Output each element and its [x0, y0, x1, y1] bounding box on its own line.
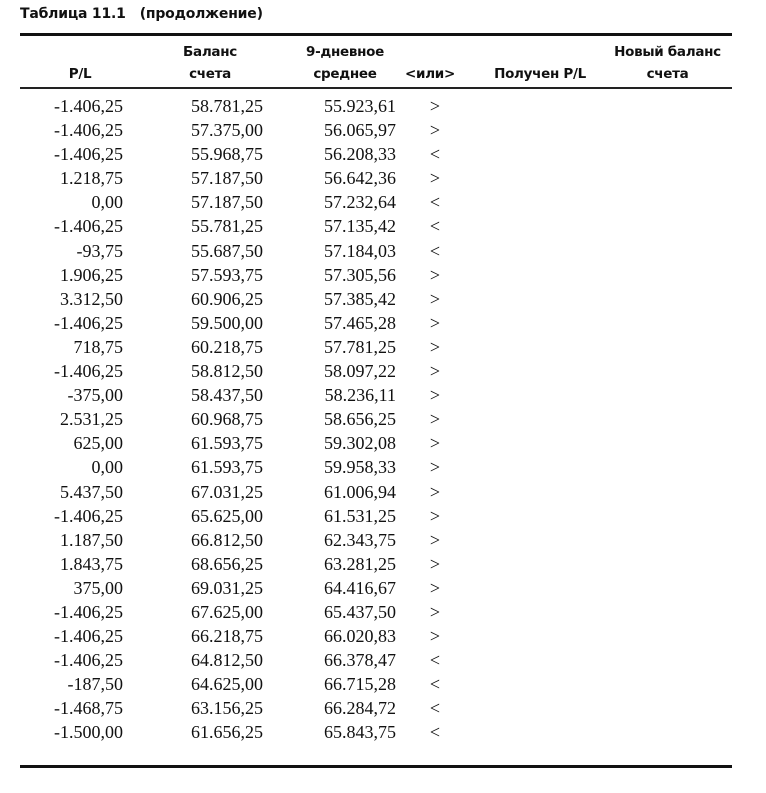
cell-balance: 61.593,75: [191, 457, 263, 478]
cell-9day-average: 55.923,61: [324, 96, 396, 116]
cell-comparison: <: [429, 698, 441, 719]
header-received-pl: [485, 63, 595, 85]
cell-balance: 64.812,50: [191, 650, 263, 671]
table-row: [0, 504, 766, 528]
cell-pl: -1.500,00: [54, 722, 123, 743]
cell-comparison: <: [429, 674, 441, 695]
header-9day-average: [290, 41, 400, 85]
cell-pl: -1.406,25: [54, 361, 123, 382]
cell-balance: 68.656,25: [191, 553, 263, 574]
table-row: [0, 552, 766, 576]
table-row: [0, 335, 766, 359]
cell-balance: 64.625,00: [191, 674, 263, 695]
cell-pl: -1.406,25: [54, 312, 123, 333]
cell-9day-average: 57.781,25: [324, 336, 396, 357]
cell-pl: 1.218,75: [60, 168, 123, 189]
header-pl-label: P/L: [68, 66, 92, 82]
table-title: Таблица 11.1: [20, 6, 126, 22]
table-row: [0, 359, 766, 383]
table-row: [0, 142, 766, 166]
table-row: [0, 672, 766, 696]
bottom-rule: [20, 765, 732, 768]
cell-pl: -1.406,25: [54, 96, 123, 116]
cell-9day-average: 58.656,25: [324, 409, 396, 430]
cell-9day-average: 57.465,28: [324, 312, 396, 333]
header-or: [400, 63, 460, 85]
table-row: [0, 696, 766, 720]
table-row: [0, 214, 766, 238]
cell-9day-average: 61.531,25: [324, 505, 396, 526]
cell-pl: -1.406,25: [54, 216, 123, 237]
header-received-pl-label: Получен P/L: [494, 66, 586, 82]
cell-balance: 69.031,25: [191, 577, 263, 598]
cell-pl: -1.406,25: [54, 626, 123, 647]
header-new-balance-line1: Новый баланс: [614, 44, 721, 60]
cell-9day-average: 56.208,33: [324, 144, 396, 165]
cell-balance: 60.906,25: [191, 288, 263, 309]
table-row: [0, 190, 766, 214]
header-balance-line1: Баланс: [183, 44, 237, 60]
cell-pl: 375,00: [73, 577, 123, 598]
table-row: [0, 576, 766, 600]
cell-pl: -93,75: [76, 240, 123, 261]
table-row: [0, 480, 766, 504]
table-body: [0, 94, 766, 745]
cell-comparison: >: [429, 385, 441, 406]
cell-comparison: >: [429, 601, 441, 622]
cell-9day-average: 57.305,56: [324, 264, 396, 285]
cell-comparison: >: [429, 529, 441, 550]
table-row: [0, 528, 766, 552]
cell-comparison: >: [429, 168, 441, 189]
cell-pl: 1.906,25: [60, 264, 123, 285]
cell-balance: 65.625,00: [191, 505, 263, 526]
cell-balance: 67.625,00: [191, 601, 263, 622]
cell-9day-average: 61.006,94: [324, 481, 396, 502]
table-row: [0, 600, 766, 624]
cell-balance: 55.687,50: [191, 240, 263, 261]
cell-comparison: >: [429, 409, 441, 430]
cell-comparison: >: [429, 577, 441, 598]
cell-balance: 59.500,00: [191, 312, 263, 333]
table-row: [0, 94, 766, 118]
cell-9day-average: 59.302,08: [324, 433, 396, 454]
cell-comparison: >: [429, 312, 441, 333]
cell-pl: -1.468,75: [54, 698, 123, 719]
header-avg-line2: среднее: [313, 66, 377, 82]
cell-pl: 0,00: [91, 457, 123, 478]
cell-balance: 61.593,75: [191, 433, 263, 454]
cell-comparison: >: [429, 626, 441, 647]
cell-balance: 58.812,50: [191, 361, 263, 382]
cell-9day-average: 62.343,75: [324, 529, 396, 550]
cell-pl: 5.437,50: [60, 481, 123, 502]
table-row: [0, 383, 766, 407]
cell-pl: 3.312,50: [60, 288, 123, 309]
header-or-label: <или>: [405, 66, 455, 82]
cell-9day-average: 59.958,33: [324, 457, 396, 478]
table-row: [0, 431, 766, 455]
cell-9day-average: 65.437,50: [324, 601, 396, 622]
header-pl: [40, 63, 120, 85]
header-avg-line1: 9-дневное: [306, 44, 384, 60]
cell-comparison: >: [429, 457, 441, 478]
cell-balance: 57.187,50: [191, 168, 263, 189]
cell-balance: 57.375,00: [191, 120, 263, 141]
cell-balance: 66.812,50: [191, 529, 263, 550]
table-row: [0, 166, 766, 190]
cell-balance: 57.593,75: [191, 264, 263, 285]
table-row: [0, 455, 766, 479]
cell-comparison: >: [429, 481, 441, 502]
table-row: [0, 648, 766, 672]
cell-balance: 67.031,25: [191, 481, 263, 502]
cell-balance: 57.187,50: [191, 192, 263, 213]
cell-9day-average: 65.843,75: [324, 722, 396, 743]
cell-9day-average: 66.715,28: [324, 674, 396, 695]
cell-pl: -375,00: [67, 385, 123, 406]
cell-pl: -1.406,25: [54, 650, 123, 671]
header-rule: [20, 87, 732, 89]
cell-9day-average: 66.284,72: [324, 698, 396, 719]
header-new-balance: [605, 41, 730, 85]
cell-balance: 66.218,75: [191, 626, 263, 647]
cell-comparison: >: [429, 120, 441, 141]
header-balance: [160, 41, 260, 85]
cell-pl: -1.406,25: [54, 144, 123, 165]
cell-9day-average: 66.378,47: [324, 650, 396, 671]
header-balance-line2: счета: [189, 66, 231, 82]
cell-comparison: <: [429, 722, 441, 743]
cell-pl: 718,75: [73, 336, 123, 357]
cell-9day-average: 63.281,25: [324, 553, 396, 574]
cell-comparison: >: [429, 336, 441, 357]
table-row: [0, 407, 766, 431]
cell-9day-average: 57.232,64: [324, 192, 396, 213]
header-new-balance-line2: счета: [646, 66, 689, 82]
cell-9day-average: 58.097,22: [324, 361, 396, 382]
cell-9day-average: 57.184,03: [324, 240, 396, 261]
table-row: [0, 720, 766, 744]
cell-pl: 2.531,25: [60, 409, 123, 430]
cell-balance: 55.968,75: [191, 144, 263, 165]
cell-9day-average: 56.065,97: [324, 120, 396, 141]
cell-balance: 58.781,25: [191, 96, 263, 116]
table-row: [0, 287, 766, 311]
cell-pl: 0,00: [91, 192, 123, 213]
cell-balance: 55.781,25: [191, 216, 263, 237]
cell-9day-average: 57.135,42: [324, 216, 396, 237]
cell-pl: -187,50: [67, 674, 123, 695]
cell-9day-average: 66.020,83: [324, 626, 396, 647]
table-row: [0, 624, 766, 648]
table-row: [0, 311, 766, 335]
table-row: [0, 118, 766, 142]
cell-comparison: >: [429, 553, 441, 574]
cell-pl: -1.406,25: [54, 505, 123, 526]
cell-pl: -1.406,25: [54, 601, 123, 622]
table-row: [0, 263, 766, 287]
cell-pl: 625,00: [73, 433, 123, 454]
cell-9day-average: 57.385,42: [324, 288, 396, 309]
cell-balance: 61.656,25: [191, 722, 263, 743]
table-subtitle: (продолжение): [139, 6, 263, 22]
cell-comparison: <: [429, 192, 441, 213]
cell-comparison: >: [429, 361, 441, 382]
cell-pl: 1.843,75: [60, 553, 123, 574]
cell-balance: 58.437,50: [191, 385, 263, 406]
cell-comparison: <: [429, 240, 441, 261]
cell-comparison: >: [429, 96, 441, 116]
cell-balance: 60.968,75: [191, 409, 263, 430]
cell-balance: 60.218,75: [191, 336, 263, 357]
cell-comparison: <: [429, 650, 441, 671]
cell-comparison: >: [429, 288, 441, 309]
cell-pl: -1.406,25: [54, 120, 123, 141]
top-rule: [20, 33, 732, 36]
cell-pl: 1.187,50: [60, 529, 123, 550]
table-caption: [20, 6, 263, 22]
cell-9day-average: 58.236,11: [324, 385, 396, 406]
cell-comparison: <: [429, 216, 441, 237]
cell-balance: 63.156,25: [191, 698, 263, 719]
table-row: [0, 239, 766, 263]
cell-9day-average: 64.416,67: [324, 577, 396, 598]
cell-9day-average: 56.642,36: [324, 168, 396, 189]
cell-comparison: <: [429, 144, 441, 165]
cell-comparison: >: [429, 433, 441, 454]
cell-comparison: >: [429, 505, 441, 526]
cell-comparison: >: [429, 264, 441, 285]
